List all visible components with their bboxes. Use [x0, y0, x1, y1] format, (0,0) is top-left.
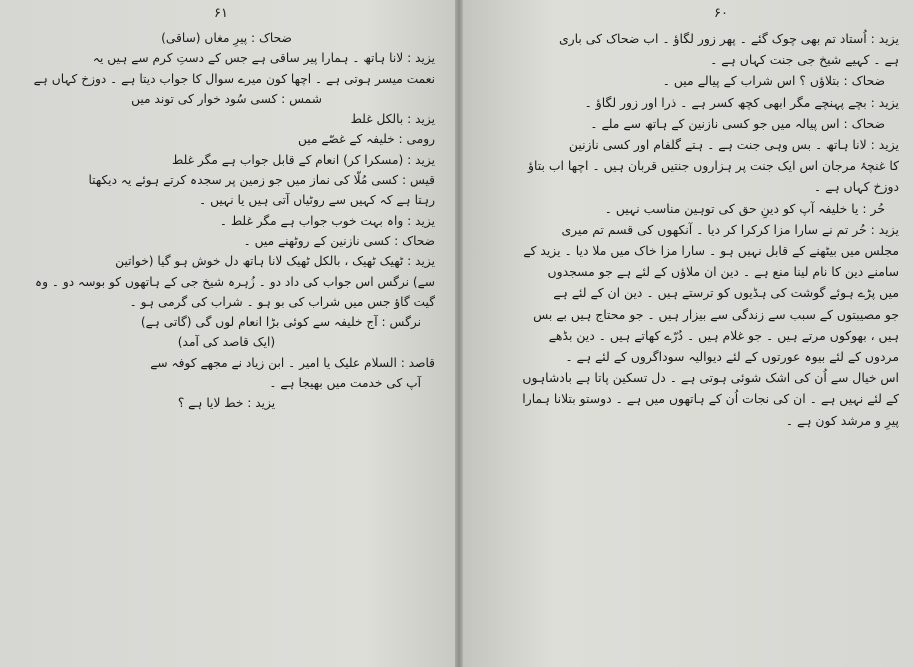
- text-line: یزید : حُر تم نے سارا مزا کرکرا کر دیا ۔ آنکھوں کی قسم تم میری: [561, 221, 899, 237]
- text-line: مردوں کے لئے بیوہ عورتوں کے لئے دیوالیہ سوداگروں کے لئے ہے ۔: [565, 349, 899, 365]
- text-line: کا غنچۂ مرجان اس ایک جنت پر ہزاروں جنتیں قربان ہیں ۔ اچھا اب بتاؤ: [527, 158, 899, 174]
- text-line: قاصد : السلام علیک یا امیر ۔ ابن زیاد نے مجھے کوفہ سے: [150, 355, 435, 370]
- text-line: آپ کی خدمت میں بھیجا ہے ۔: [269, 376, 421, 391]
- text-line: کے لئے نہیں ہے ۔ ان کی نجات اُن کے ہاتھوں میں ہے ۔ دوستو بتلانا ہمارا: [522, 391, 899, 407]
- text-line: نرگس : آج خلیفہ سے کوئی بڑا انعام لوں گی (گاتی ہے): [140, 315, 421, 330]
- page-text: [475, 28, 899, 431]
- text-line: اس خیال سے اُن کی اشک شوئی ہوتی ہے ۔ دل تسکین پاتا ہے بادشاہوں: [522, 370, 899, 386]
- text-line: یزید : (مسکرا کر) انعام کے قابل جواب ہے مگر غلط: [172, 152, 435, 167]
- page-number: ۶۱: [214, 6, 228, 21]
- text-line: یزید : لانا ہاتھ ۔ بس وہی جنت ہے ۔ ہتے گلفام اور کسی نازنین: [568, 137, 899, 153]
- text-line: ضحاک : اس پیالہ میں جو کسی نازنین کے ہاتھ سے ملے ۔: [590, 115, 885, 131]
- text-line: دوزخ کہاں ہے ۔: [813, 179, 899, 195]
- text-line: یزید : خط لایا ہے ؟: [177, 396, 276, 411]
- left-page: [0, 0, 455, 667]
- page-text: [18, 28, 435, 414]
- text-line: یزید : اُستاد تم بھی چوک گئے ۔ پھر زور لگاؤ ۔ اب ضحاک کی باری: [558, 31, 899, 46]
- text-line: نعمت میسر ہوتی ہے ۔ اچھا کون میرے سوال کا جواب دیتا ہے ۔ دوزخ کہاں ہے: [33, 71, 435, 86]
- text-line: ضحاک : بتلاؤں ؟ اس شراب کے پیالے میں ۔: [662, 73, 885, 89]
- text-line: یزید : ٹھیک ٹھیک ، بالکل ٹھیک لانا ہاتھ دل خوش ہو گیا (خواتین: [115, 254, 435, 269]
- text-line: ضحاک : پیرِ مغاں (ساقی): [161, 31, 292, 45]
- text-line: یزید : بالکل غلط: [350, 112, 435, 127]
- text-line: پیرِ و مرشد کون ہے ۔: [785, 412, 899, 428]
- text-line: (ایک قاصد کی آمد): [177, 335, 276, 350]
- text-line: رہتا ہے کہ کہیں سے روٹیاں آتی ہیں یا نہیں ۔: [199, 193, 435, 208]
- right-page: [463, 0, 913, 667]
- text-line: ہے ۔ کہیے شیخ جی جنت کہاں ہے ۔: [710, 52, 899, 68]
- text-line: حُر : یا خلیفہ آپ کو دینِ حق کی توہین مناسب نہیں ۔: [604, 200, 885, 216]
- text-line: میں پڑے ہوئے گوشت کی ہڈیوں کو ترستے ہیں ۔ دین ان کے لئے ہے: [553, 285, 899, 301]
- text-line: ہیں ، بھوکوں مرتے ہیں ۔ جو غلام ہیں ۔ دُرّے کھاتے ہیں ۔ دین بڈھے: [548, 327, 899, 343]
- book-gutter: [455, 0, 463, 667]
- page-number: ۶۰: [714, 6, 728, 21]
- text-line: قیس : کسی مُلّا کی نماز میں جو زمین پر سجدہ کرتے ہوئے یہ دیکھتا: [88, 173, 435, 188]
- text-line: گیت گاؤ جس میں شراب کی بو ہو ۔ شراب کی گرمی ہو ۔: [129, 294, 435, 309]
- text-line: شمس : کسی سُود خوار کی توند میں: [131, 91, 322, 106]
- text-line: سے) نرگس اس جواب کی داد دو ۔ زُہرہ شیخ جی کے ہاتھوں کو بوسہ دو ۔ وہ: [34, 274, 435, 289]
- text-line: سامنے دین کا نام لینا منع ہے ۔ دین ان ملاؤں کے لئے ہے جو مسجدوں: [547, 264, 899, 280]
- text-line: یزید : واہ بہت خوب جواب ہے مگر غلط ۔: [219, 213, 435, 228]
- text-line: ضحاک : کسی نازنین کے روٹھنے میں ۔: [243, 233, 435, 248]
- text-line: رومی : خلیفہ کے غصّے میں: [298, 132, 435, 147]
- text-line: مجلس میں بیٹھنے کے قابل نہیں ہو ۔ سارا مزا خاک میں ملا دیا ۔ یزید کے: [523, 243, 899, 259]
- text-line: یزید : بچے پہنچے مگر ابھی کچھ کسر ہے ۔ ذرا اور زور لگاؤ ۔: [584, 94, 899, 110]
- text-line: جو مصیبتوں کے سبب سے زندگی سے بیزار ہیں ۔ جو محتاج ہیں بے بس: [533, 306, 899, 322]
- text-line: یزید : لانا ہاتھ ۔ ہمارا پیر ساقی ہے جس کے دستِ کرم سے ہیں یہ: [92, 51, 435, 66]
